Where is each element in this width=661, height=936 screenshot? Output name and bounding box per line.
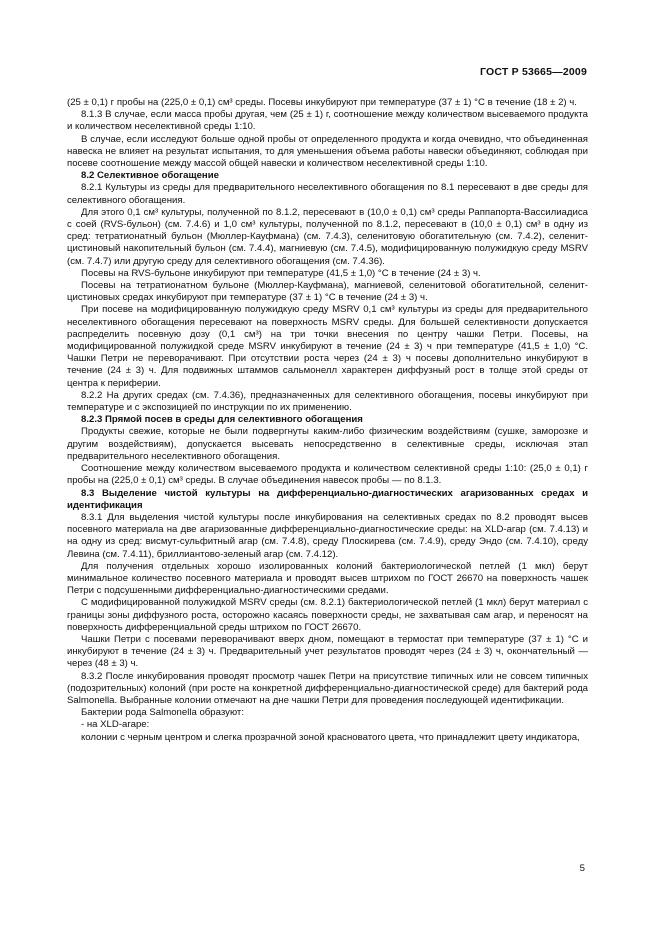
paragraph: 8.2.2 На других средах (см. 7.4.36), предназначенных для селективного обогащения, посевы инкубируют при температуре и с экспозицией по инструкции по их применению. [67,389,588,414]
paragraph: Посевы на RVS-бульоне инкубируют при температуре (41,5 ± 1,0) °С в течение (24 ± 3) ч. [81,267,481,279]
paragraph: При посеве на модифицированную полужидкую среду MSRV 0,1 см³ культуры из среды для предварительного неселективного обогащения пересевают на поверхность MSRV среды. Для большей селективности допускается распределить посевную дозу (0,1 см³) на три точки внесения по центру чашки Петри. Посевы, на модифицированной полужидкой среде MSRV инкубируют в течение (24 ± 3) ч при температуре (41,5 ± 1,0) °С. Чашки Петри не переворачивают. При отсутствии роста через (24 ± 3) ч посевы дополнительно инкубируют в течение (24 ± 3) ч. Для подвижных штаммов сальмонелл характерен диффузный рост в толще этой среды от центра к периферии. [67,304,588,389]
paragraph: Продукты свежие, которые не были подвергнуты каким-либо физическим воздействиям (сушке, заморозке и другим воздействиям), допускается высевать непосредственно в селективные среды, исключая этап предварительного неселективного обогащения. [67,426,588,462]
paragraph: 8.3.2 После инкубирования проводят просмотр чашек Петри на присутствие типичных или не совсем типичных (подозрительных) колоний (при росте на конкретной дифференциально-диагностической среде) для бактерий рода Salmonella. Выбранные колонии отмечают на дне чашки Петри для проведения последующей идентификации. [67,670,588,706]
paragraph: Посевы на тетратионатном бульоне (Мюллер-Кауфмана), магниевой, селенитовой обогатительной, селенит-цистиновых средах инкубируют при температуре (37 ± 1) °С в течение (24 ± 3) ч. [67,280,588,304]
section-heading: 8.2 Селективное обогащение [81,170,219,182]
page-number: 5 [579,863,585,874]
document-body [67,97,588,744]
paragraph: колонии с черным центром и слегка прозрачной зоной красноватого цвета, что принадлежит цвету индикатора, [81,731,580,743]
paragraph: 8.2.1 Культуры из среды для предварительного неселективного обогащения по 8.1 пересевают в две среды для селективного обогащения. [67,182,588,206]
paragraph: Соотношение между количеством высеваемого продукта и количеством селективной среды 1:10: (25,0 ± 0,1) г пробы на (225,0 ± 0,1) см³ среды. В случае объединения навесок пробы — по 8.1.3. [67,463,588,487]
paragraph: Для этого 0,1 см³ культуры, полученной по 8.1.2, пересевают в (10,0 ± 0,1) см³ среды Раппапорта-Вассилиадиса с соей (RVS-бульон) (см. 7.4.6) и 1,0 см³ культуры, полученной по 8.1.2, пересевают в (10,0 ± 0,1) см³ в одну из сред: тетратионатный бульон (Мюллер-Кауфмана) (см. 7.4.3), селенитовую обогатительную (см. 7.4.2), селенит-цистиновый накопительный бульон (см. 7.4.4), магниевую (см. 7.4.5), модифицированную полужидкую среду MSRV (см. 7.4.7) или другую среду для селективного обогащения (см. 7.4.36). [67,206,588,267]
paragraph: 8.1.3 В случае, если масса пробы другая, чем (25 ± 1) г, соотношение между количеством высеваемого продукта и количеством неселективной среды 1:10. [67,109,588,133]
paragraph: Бактерии рода Salmonella образуют: [81,707,244,719]
paragraph: В случае, если исследуют больше одной пробы от определенного продукта и когда очевидно, что объединенная навеска не влияет на результат испытания, то для уменьшения объема работы навески объединяют, соблюдая при посеве соотношение между массой общей навески и количеством неселективной среды 1:10. [67,133,588,170]
paragraph: Чашки Петри с посевами переворачивают вверх дном, помещают в термостат при температуре (37 ± 1) °С и инкубируют в течение (24 ± 3) ч. Предварительный учет результатов проводят через (24 ± 3) ч, окончательный — через (48 ± 3) ч. [67,633,588,670]
paragraph: 8.3.1 Для выделения чистой культуры после инкубирования на селективных средах по 8.2 проводят высев посевного материала на две агаризованные дифференциально-диагностические среды: на XLD-агар (см. 7.4.13) и на одну из сред: висмут-сульфитный агар (см. 7.4.8), среду Плоскирева (см. 7.4.9), среду Эндо (см. 7.4.10), среду Левина (см. 7.4.11), бриллиантово-зеленый агар (см. 7.4.12). [67,511,588,560]
section-heading: 8.3 Выделение чистой культуры на дифференциально-диагностических агаризованных средах и идентификация [67,487,588,511]
section-heading: 8.2.3 Прямой посев в среды для селективного обогащения [81,414,363,426]
paragraph: (25 ± 0,1) г пробы на (225,0 ± 0,1) см³ среды. Посевы инкубируют при температуре (37 ± 1) °С в течение (18 ± 2) ч. [67,97,577,108]
paragraph: - на XLD-агаре: [81,719,150,731]
paragraph: Для получения отдельных хорошо изолированных колоний бактериологической петлей (1 мкл) берут минимальное количество посевного материала и проводят высев штрихом по ГОСТ 26670 на поверхность чашек Петри с подсушенными дифференциально-диагностическими средами. [67,560,588,597]
paragraph: С модифицированной полужидкой MSRV среды (см. 8.2.1) бактериологической петлей (1 мкл) берут материал с границы зоны диффузного роста, осторожно касаясь поверхности среды, не захватывая сам агар, и переносят на поверхность дифференциальной среды штрихом по ГОСТ 26670. [67,597,588,633]
document-header: ГОСТ Р 53665—2009 [479,66,587,78]
